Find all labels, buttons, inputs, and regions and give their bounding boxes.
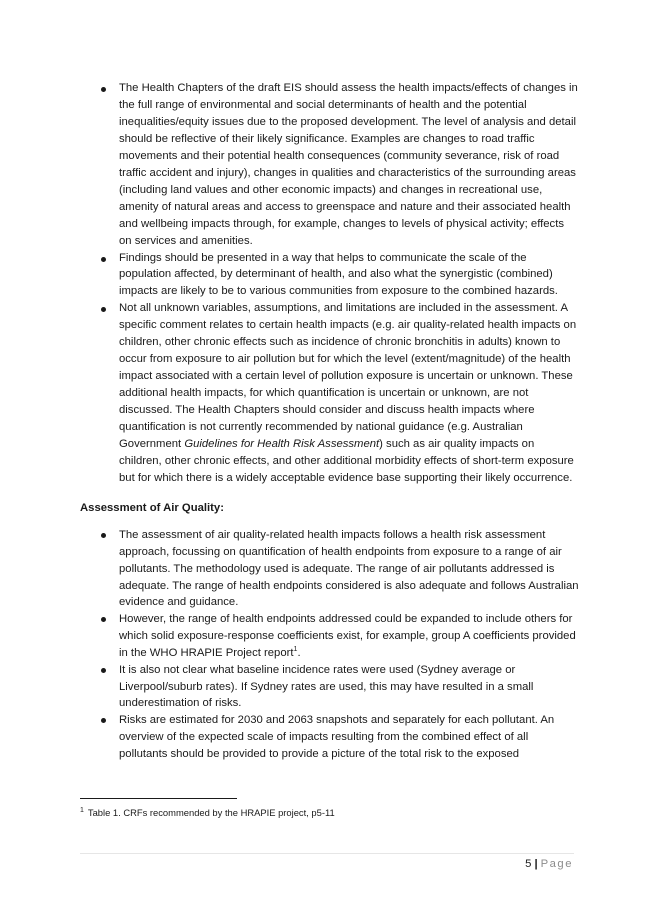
footnote-number: 1	[80, 807, 84, 814]
bullet-baseline-incidence: It is also not clear what baseline incidence rates were used (Sydney average or Liverpool/suburb rates). If Sydney rates are used, this may have resulted in a small underestimation of risks.	[0, 662, 653, 713]
footer-divider	[80, 853, 574, 854]
page-footer	[525, 856, 573, 872]
bullet-unknown-variables	[0, 300, 653, 486]
bullet-health-endpoints-range	[0, 611, 653, 662]
bullet-determinants-of-health: The Health Chapters of the draft EIS should assess the health impacts/effects of changes in the full range of environmental and social determinants of health and the potential inequalities/equity issues due to the proposed development. The level of analysis and detail should be reflective of their likely significance. Examples are changes to road traffic movements and their potential health consequences (community severance, risk of road traffic accident and injury), changes in qualities and characteristics of the surrounding areas (including land values and other economic impacts) and changes in recreational use, amenity of natural areas and access to greenspace and nature and their associated health and wellbeing impacts through, for example, changes to levels of physical activity; effects on services and amenities.	[0, 80, 653, 250]
bullet-risk-snapshots: Risks are estimated for 2030 and 2063 snapshots and separately for each pollutant. An overview of the expected scale of impacts resulting from the combined effect of all pollutants should be provided to provide a picture of the total risk to the exposed	[0, 712, 653, 763]
bullet-health-endpoints-end: .	[297, 646, 301, 659]
bullet-health-endpoints-text: However, the range of health endpoints addressed could be expanded to include others for which solid exposure-response coefficients exist, for example, group A coefficients provided in the WHO HRAPIE Project report	[119, 613, 576, 659]
page-number: 5	[525, 858, 532, 870]
bullet-findings-presentation: Findings should be presented in a way that helps to communicate the scale of the population affected, by determinant of health, and also what the synergistic (combined) impacts are likely to be to various communities from exposure to the combined hazards.	[0, 250, 653, 301]
footnote-divider	[80, 798, 237, 799]
bullet-unknown-variables-tail: ) such as air quality impacts on children, other chronic effects, and other additional morbidity effects of short-term exposure but for which there is a widely acceptable evidence base supporting their likely occurrence.	[119, 438, 574, 484]
bullet-unknown-variables-text: Not all unknown variables, assumptions, and limitations are included in the assessment. A specific comment relates to certain health impacts (e.g. air quality-related health impacts on children, other chronic effects such as incidence of chronic bronchitis in adults) known to occur from exposure to air pollution but for which the level (extent/magnitude) of the health impact associated with a certain level of pollution exposure is uncertain or unknown. These additional health impacts, for which quantification is uncertain or unknown, are not discussed. The Health Chapters should consider and discuss health impacts where quantification is not currently recommended by national guidance (e.g. Australian Government	[119, 302, 577, 451]
guidelines-title-italic: Guidelines for Health Risk Assessment	[184, 438, 380, 451]
air-quality-bullet-list	[0, 527, 653, 763]
bullet-risk-assessment-approach: The assessment of air quality-related health impacts follows a health risk assessment approach, focussing on quantification of health endpoints from exposure to a range of air pollutants. The methodology used is adequate. The range of air pollutants addressed is adequate. The range of health endpoints considered is also adequate and follows Australian evidence and guidance.	[0, 527, 653, 611]
page-label: Page	[540, 858, 573, 870]
footnote	[80, 804, 335, 820]
health-chapters-bullet-list	[0, 80, 653, 487]
footer-separator: |	[534, 858, 538, 870]
footnote-reference[interactable]: 1	[293, 646, 298, 654]
section-heading-air-quality: Assessment of Air Quality:	[80, 502, 224, 514]
footnote-text: Table 1. CRFs recommended by the HRAPIE project, p5-11	[87, 807, 335, 819]
